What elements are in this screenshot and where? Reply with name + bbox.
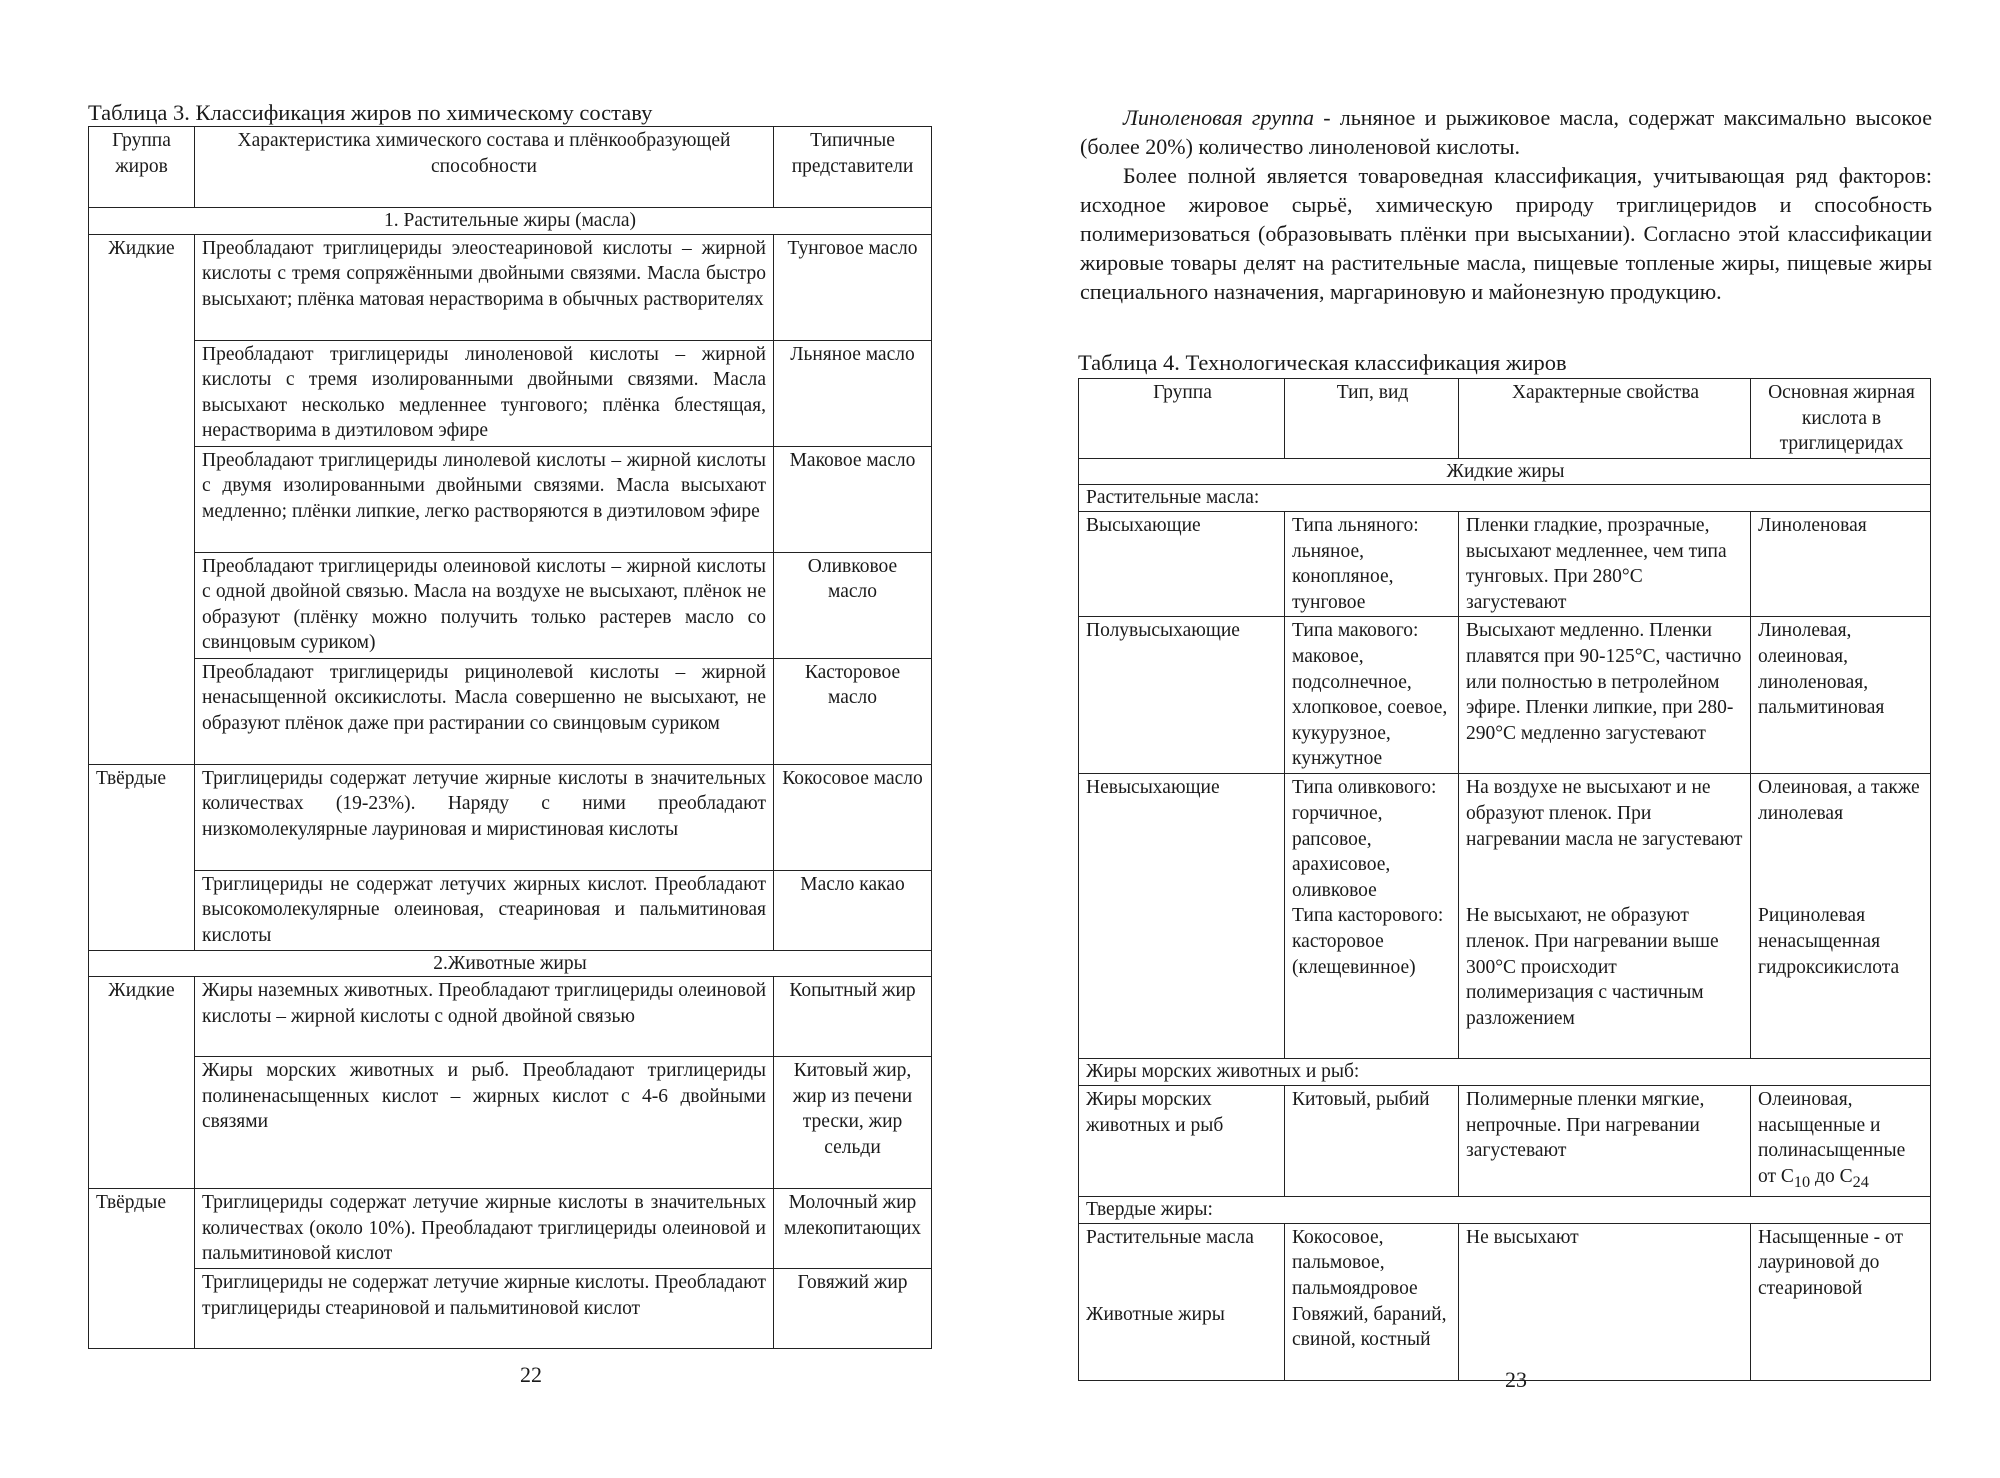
- subsection-plant-oils: Растительные масла:: [1079, 485, 1931, 512]
- type-olive: Типа оливкового: горчичное, рапсовое, арахисовое, оливковое: [1292, 777, 1437, 901]
- group-cell: Жидкие: [89, 234, 195, 764]
- type-cell: Типа макового: маковое, подсолнечное, хлопковое, соевое, кукурузное, кунжутное: [1285, 617, 1459, 774]
- table-row: [89, 1189, 932, 1269]
- example-cell: Касторовое масло: [774, 658, 932, 764]
- subsection-row: [1079, 1197, 1931, 1224]
- acid-cell: Насыщенные - от лауриновой до стеариновой: [1751, 1223, 1931, 1380]
- term-linolenic-group: Линоленовая группа: [1123, 105, 1314, 130]
- section-row: [89, 208, 932, 235]
- section-title-plant: 1. Растительные жиры (масла): [89, 208, 932, 235]
- header-representatives: Типичные представители: [774, 127, 932, 208]
- group-animal-fats: Животные жиры: [1086, 1303, 1225, 1325]
- acid-do: до: [1810, 1165, 1840, 1187]
- section-liquid-fats: Жидкие жиры: [1079, 458, 1931, 485]
- group-cell: Жидкие: [89, 977, 195, 1189]
- table-row: [89, 1057, 932, 1189]
- example-cell: Масло какао: [774, 870, 932, 950]
- table4-header-row: [1079, 379, 1931, 459]
- characteristic-cell: Преобладают триглицериды элеостеариновой кислоты – жирной кислоты с тремя сопряжёнными двойными связями. Масла быстро высыхают; плёнка матовая нерастворима в обычных растворителях: [195, 234, 774, 340]
- type-cell: [1285, 774, 1459, 1059]
- table-row: [89, 234, 932, 340]
- example-cell: Маковое масло: [774, 446, 932, 552]
- header-properties: Характерные свойства: [1459, 379, 1751, 459]
- acid-cell: Линолевая, олеиновая, линоленовая, пальмитиновая: [1751, 617, 1931, 774]
- acid-castor: Рицинолевая ненасыщенная гидроксикислота: [1758, 905, 1900, 978]
- table-row: [1079, 617, 1931, 774]
- props-olive: На воздухе не высыхают и не образуют пленок. При нагревании масла не загустевают: [1466, 777, 1743, 850]
- group-plant-oils: Растительные масла: [1086, 1226, 1254, 1248]
- table-row: [89, 764, 932, 870]
- type-castor: Типа касторового: касторовое (клещевинное): [1292, 905, 1444, 978]
- characteristic-cell: Жиры наземных животных. Преобладают триглицериды олеиновой кислоты – жирной кислоты с одной двойной связью: [195, 977, 774, 1057]
- example-cell: Оливковое масло: [774, 552, 932, 658]
- type-cell: Китовый, рыбий: [1285, 1085, 1459, 1196]
- header-group: Группа жиров: [89, 127, 195, 208]
- example-cell: Китовый жир, жир из печени трески, жир сельди: [774, 1057, 932, 1189]
- properties-cell: Пленки гладкие, прозрачные, высыхают медленнее, чем типа тунговых. При 280°С загустевают: [1459, 511, 1751, 616]
- characteristic-cell: Преобладают триглицериды олеиновой кислоты – жирной кислоты с одной двойной связью. Масла на воздухе не высыхают, плёнок не образуют (плёнку можно получить только растерев масло со свинцовым суриком): [195, 552, 774, 658]
- example-cell: Копытный жир: [774, 977, 932, 1057]
- paragraph-linolenic-text: - льняное и рыжиковое масла, содержат максимально высокое (более 20%) количество линоленовой кислоты.: [1080, 105, 1932, 159]
- characteristic-cell: Триглицериды не содержат летучих жирных кислот. Преобладают высокомолекулярные олеиновая, стеариновая и пальмитиновая кислоты: [195, 870, 774, 950]
- page-number: 23: [1505, 1367, 1527, 1392]
- section-row: [89, 950, 932, 977]
- right-page: [1000, 0, 2000, 1478]
- page-number: 22: [520, 1362, 542, 1387]
- properties-cell: Высыхают медленно. Пленки плавятся при 90-125°С, частично или полностью в петролейном эфире. Пленки липкие, при 280-290°С медленно загустевают: [1459, 617, 1751, 774]
- carbon-symbol: С: [1780, 1165, 1794, 1187]
- carbon-subscript: 24: [1852, 1172, 1869, 1191]
- carbon-symbol: С: [1839, 1165, 1853, 1187]
- type-cell: Типа льняного: льняное, конопляное, тунговое: [1285, 511, 1459, 616]
- group-cell: Полувысыхающие: [1079, 617, 1285, 774]
- properties-cell: Не высыхают: [1459, 1223, 1751, 1380]
- group-cell: Твёрдые: [89, 764, 195, 950]
- subsection-row: [1079, 1059, 1931, 1086]
- example-cell: Молочный жир млекопитающих: [774, 1189, 932, 1269]
- table3: [88, 126, 932, 1349]
- group-cell: Невысыхающие: [1079, 774, 1285, 1059]
- header-characteristic: Характеристика химического состава и плёнкообразующей способности: [195, 127, 774, 208]
- table-row: [1079, 511, 1931, 616]
- type-animal: Говяжий, бараний, свиной, костный: [1292, 1303, 1447, 1351]
- characteristic-cell: Жиры морских животных и рыб. Преобладают триглицериды полиненасыщенных кислот – жирных кислот с 4-6 двойными связями: [195, 1057, 774, 1189]
- acid-olive: Олеиновая, а также линолевая: [1758, 777, 1920, 824]
- table3-caption: Таблица 3. Классификация жиров по химическому составу: [88, 100, 653, 125]
- table4: [1078, 378, 1931, 1381]
- table-row: [1079, 774, 1931, 1059]
- header-type: Тип, вид: [1285, 379, 1459, 459]
- paragraph-linolenic: [1080, 103, 1932, 161]
- example-cell: Тунговое масло: [774, 234, 932, 340]
- carbon-subscript: 10: [1793, 1172, 1811, 1191]
- acid-text: Олеиновая, насыщенные и полинасыщенные от: [1758, 1088, 1906, 1187]
- characteristic-cell: Преобладают триглицериды линолевой кислоты – жирной кислоты с двумя изолированными двойными связями. Масла высыхают медленно; плёнки липкие, легко растворяются в диэтиловом эфире: [195, 446, 774, 552]
- characteristic-cell: Триглицериды содержат летучие жирные кислоты в значительных количествах (около 10%). Преобладают триглицериды олеиновой и пальмитиновой кислот: [195, 1189, 774, 1269]
- table-row: [89, 977, 932, 1057]
- subsection-solid-fats: Твердые жиры:: [1079, 1197, 1931, 1224]
- paragraph-classification: Более полной является товароведная классификация, учитывающая ряд факторов: исходное жировое сырьё, химическую природу триглицеридов и способность полимеризоваться (образовывать плёнки при высыхании). Согласно этой классификации жировые товары делят на растительные масла, пищевые топленые жиры, пищевые жиры специального назначения, маргариновую и майонезную продукцию.: [1080, 163, 1932, 304]
- table-row: [89, 870, 932, 950]
- body-text: [1080, 103, 1932, 306]
- section-row: [1079, 458, 1931, 485]
- characteristic-cell: Преобладают триглицериды рицинолевой кислоты – жирной ненасыщенной оксикислоты. Масла совершенно не высыхают, не образуют плёнок даже при растирании со свинцовым суриком: [195, 658, 774, 764]
- table-row: [89, 552, 932, 658]
- table-row: [89, 446, 932, 552]
- props-castor: Не высыхают, не образуют пленок. При нагревании выше 300°С происходит полимеризация с частичным разложением: [1466, 905, 1719, 1029]
- group-cell: Высыхающие: [1079, 511, 1285, 616]
- acid-cell: [1751, 774, 1931, 1059]
- table-row: [89, 1269, 932, 1349]
- table-row: [1079, 1223, 1931, 1380]
- header-acid: Основная жирная кислота в триглицеридах: [1751, 379, 1931, 459]
- table4-caption: Таблица 4. Технологическая классификация жиров: [1078, 350, 1567, 375]
- group-cell: [1079, 1223, 1285, 1380]
- subsection-row: [1079, 485, 1931, 512]
- subsection-marine-fats: Жиры морских животных и рыб:: [1079, 1059, 1931, 1086]
- characteristic-cell: Триглицериды содержат летучие жирные кислоты в значительных количествах (19-23%). Наряду с ними преобладают низкомолекулярные лауриновая и миристиновая кислоты: [195, 764, 774, 870]
- characteristic-cell: Преобладают триглицериды линоленовой кислоты – жирной кислоты с тремя изолированными двойными связями. Масла высыхают несколько медленнее тунгового; плёнка блестящая, нерастворима в диэтиловом эфире: [195, 340, 774, 446]
- table-row: [89, 658, 932, 764]
- acid-cell: [1751, 1085, 1931, 1196]
- table3-header-row: [89, 127, 932, 208]
- example-cell: Кокосовое масло: [774, 764, 932, 870]
- group-cell: Твёрдые: [89, 1189, 195, 1349]
- characteristic-cell: Триглицериды не содержат летучие жирные кислоты. Преобладают триглицериды стеариновой и пальмитиновой кислот: [195, 1269, 774, 1349]
- type-cell: [1285, 1223, 1459, 1380]
- properties-cell: [1459, 774, 1751, 1059]
- acid-cell: Линоленовая: [1751, 511, 1931, 616]
- header-group: Группа: [1079, 379, 1285, 459]
- example-cell: Льняное масло: [774, 340, 932, 446]
- properties-cell: Полимерные пленки мягкие, непрочные. При нагревании загустевают: [1459, 1085, 1751, 1196]
- type-plant: Кокосовое, пальмовое, пальмоядровое: [1292, 1226, 1418, 1299]
- table-row: [89, 340, 932, 446]
- example-cell: Говяжий жир: [774, 1269, 932, 1349]
- table-row: [1079, 1085, 1931, 1196]
- group-cell: Жиры морских животных и рыб: [1079, 1085, 1285, 1196]
- section-title-animal: 2.Животные жиры: [89, 950, 932, 977]
